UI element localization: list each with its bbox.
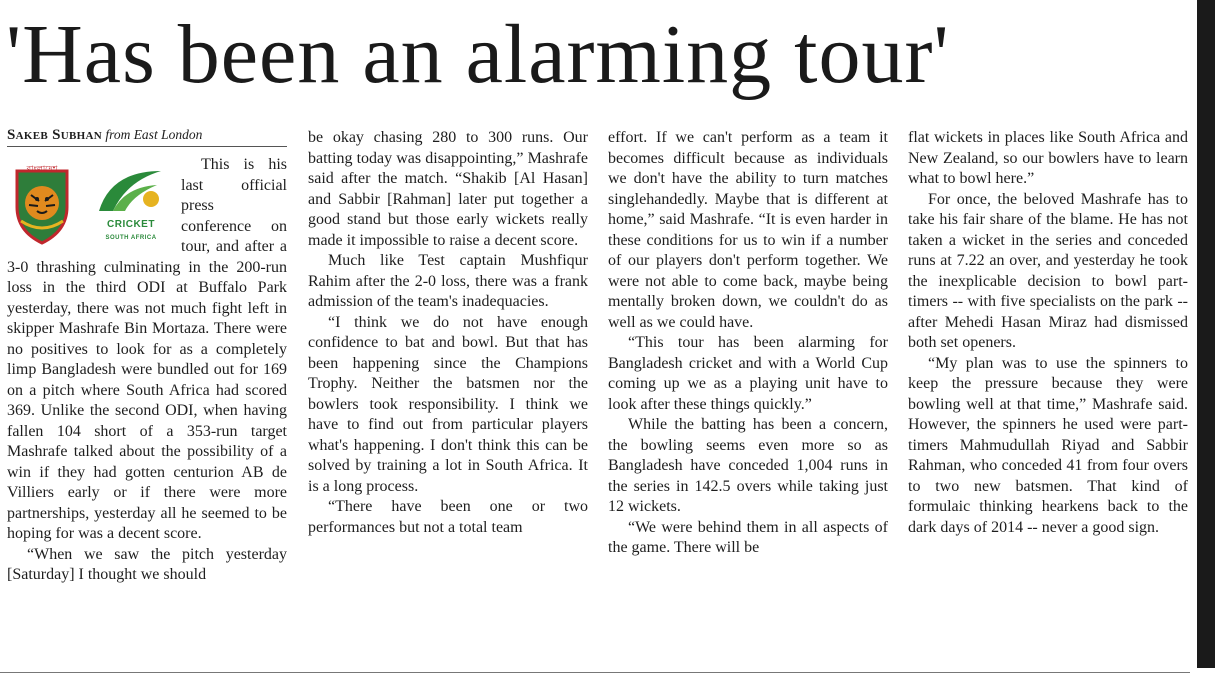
paragraph: This is his last official press conference on tour, and after a 3-0 thrashing culminating in the 200-run loss in the third ODI at Buffalo Park yesterday, there was not much fight left in skipper Mashrafe Bin Mortaza. There were no positives to look for as a completely limp Bangladesh were bundled out for 169 on a pitch where South Africa had scored 369. Unlike the second ODI, when having fallen 104 short of a 353-run target Mashrafe talked about the possibility of a win if they had gotten centurion AB de Villiers early or if there were more partnerships, yesterday all he seemed to be hoping for was a decent score. bbox=[7, 156, 287, 542]
bangladesh-cricket-logo-icon bbox=[9, 161, 75, 245]
csa-logo-text: CRICKET bbox=[107, 219, 155, 230]
bottom-divider bbox=[0, 672, 1190, 673]
team-logos bbox=[7, 155, 177, 245]
paragraph: “We were behind them in all aspects of the game. There will be bbox=[608, 518, 888, 556]
paragraph: “I think we do not have enough confidence to bat and bowl. But that has been happening since the Champions Trophy. Neither the batsmen nor the bowlers took responsibility. I think we have to find out from particular players what's happening. I don't think this can be solved by training a lot in South Africa. It is a long process. bbox=[308, 313, 588, 495]
paragraph: Much like Test captain Mushfiqur Rahim after the 2-0 loss, there was a frank admission of the team's inadequacies. bbox=[308, 252, 588, 310]
paragraph: be okay chasing 280 to 300 runs. Our batting today was disappointing,” Mashrafe said after the match. “Shakib [Al Hasan] and Sabbir [Rahman] later put together a good stand but those early wickets really made it impossible to raise a decent score. bbox=[308, 129, 588, 249]
headline: 'Has been an alarming tour' bbox=[6, 8, 950, 101]
paragraph: effort. If we can't perform as a team it becomes difficult because as individuals we don't have the ability to turn matches singlehandedly. Maybe that is different at home,” said Mashrafe. “It is even harder in these conditions for us to win if a number of our players don't perform together. We were not able to come back, maybe being mentally broken down, we couldn't do as well as we could have. bbox=[608, 129, 888, 331]
byline-location: from East London bbox=[105, 127, 203, 142]
article-column-3 bbox=[608, 128, 888, 663]
paragraph: “When we saw the pitch yesterday [Saturday] I thought we should bbox=[7, 545, 287, 583]
cricket-south-africa-logo-icon bbox=[91, 165, 171, 239]
byline-author[interactable]: Sakeb Subhan bbox=[7, 127, 102, 143]
paragraph: “This tour has been alarming for Bangladesh cricket and with a World Cup coming up we as a playing unit have to look after these things quickly.” bbox=[608, 334, 888, 413]
paragraph: “There have been one or two performances but not a total team bbox=[308, 498, 588, 536]
article-column-4 bbox=[908, 128, 1188, 663]
paragraph: While the batting has been a concern, the bowling seems even more so as Bangladesh have conceded 1,004 runs in the series in 142.5 overs while taking just 12 wickets. bbox=[608, 416, 888, 515]
csa-logo-subtext: SOUTH AFRICA bbox=[105, 235, 157, 241]
paragraph: flat wickets in places like South Africa and New Zealand, so our bowlers have to learn what to bowl here.” bbox=[908, 129, 1188, 187]
article-column-1 bbox=[7, 126, 287, 661]
paragraph: “My plan was to use the spinners to keep the pressure because they were bowling well at that time,” Mashrafe said. However, the spinners he used were part-timers Mahmudullah Riyad and Sabbir Rahman, who conceded 41 from four overs to two new batsmen. That kind of formulaic thinking hearkens back to the dark days of 2014 -- never a good sign. bbox=[908, 354, 1188, 536]
paragraph: For once, the beloved Mashrafe has to take his fair share of the blame. He has not taken a wicket in the series and conceded runs at 7.22 an over, and yesterday he took the inexplicable decision to bowl part-timers -- with five specialists on the park -- after Mehedi Hasan Miraz had dismissed both set openers. bbox=[908, 190, 1188, 351]
page-edge-bar bbox=[1197, 0, 1215, 668]
bcb-logo-text: বাংলাদেশ bbox=[26, 164, 58, 173]
article-column-2 bbox=[308, 128, 588, 663]
byline bbox=[7, 126, 287, 147]
